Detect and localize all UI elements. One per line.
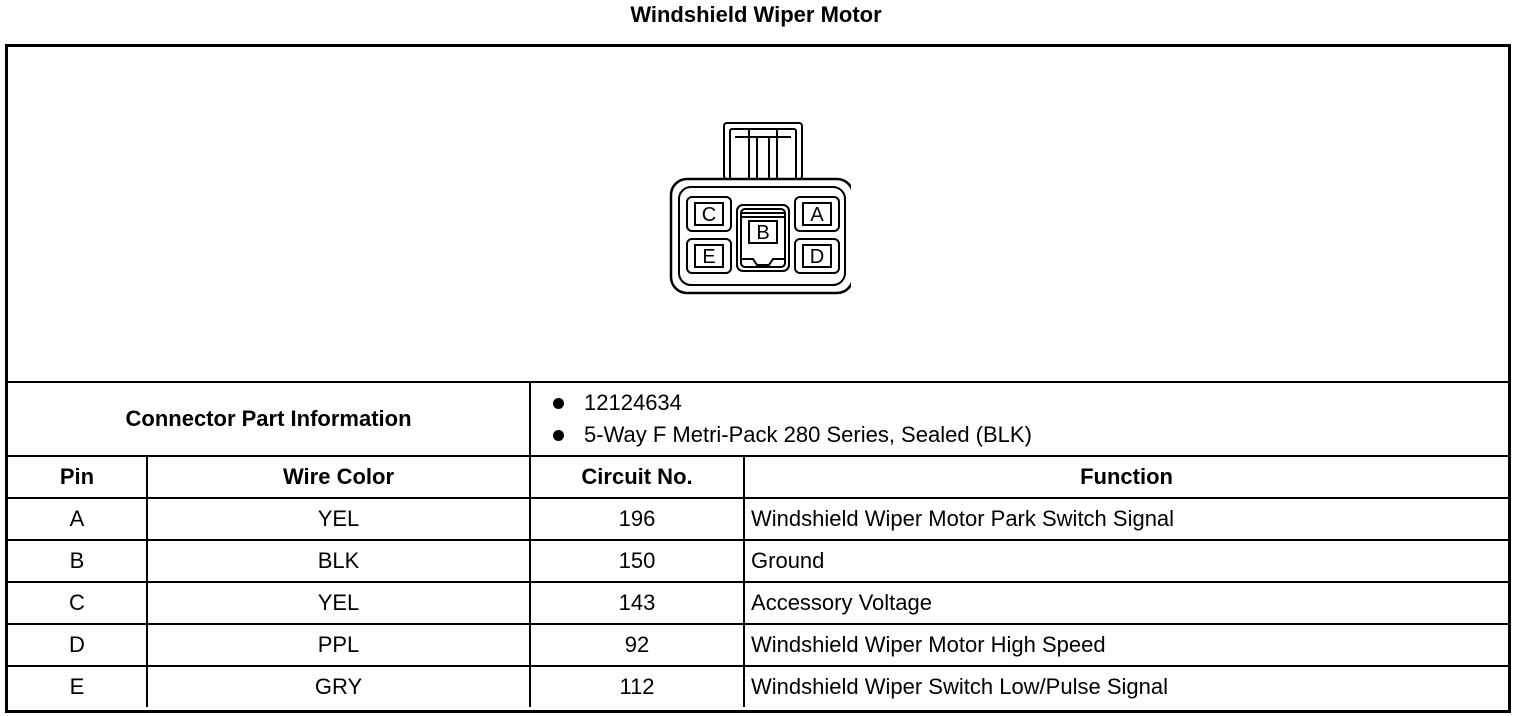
pin-table [8, 383, 1508, 707]
table-row [8, 540, 1508, 582]
pin-cell: E [8, 666, 147, 707]
col-header-pin: Pin [8, 456, 147, 498]
wire-color-cell: YEL [147, 498, 530, 540]
page-title: Windshield Wiper Motor [630, 2, 882, 27]
pin-label-b: B [756, 222, 770, 244]
col-header-wire-color: Wire Color [147, 456, 530, 498]
part-info-list [530, 383, 1508, 456]
bullet-icon [553, 398, 564, 409]
table-row [8, 498, 1508, 540]
connector-face-diagram [661, 121, 851, 301]
table-row [8, 582, 1508, 624]
table-row [8, 624, 1508, 666]
pin-label-a: A [810, 204, 824, 226]
circuit-cell: 150 [530, 540, 744, 582]
table-row [8, 666, 1508, 707]
col-header-circuit: Circuit No. [530, 456, 744, 498]
function-cell: Windshield Wiper Motor Park Switch Signal [744, 498, 1508, 540]
circuit-cell: 196 [530, 498, 744, 540]
wire-color-cell: PPL [147, 624, 530, 666]
pin-label-e: E [702, 246, 716, 268]
circuit-cell: 92 [530, 624, 744, 666]
pin-cell: D [8, 624, 147, 666]
wire-color-cell: GRY [147, 666, 530, 707]
connector-drawing-area [8, 47, 1508, 383]
bullet-icon [553, 430, 564, 441]
pin-label-c: C [701, 204, 717, 226]
pin-cell: A [8, 498, 147, 540]
table-header-row [8, 456, 1508, 498]
latch-outer [724, 123, 802, 179]
function-cell: Ground [744, 540, 1508, 582]
part-info-label: Connector Part Information [8, 383, 530, 456]
function-cell: Accessory Voltage [744, 582, 1508, 624]
wire-color-cell: BLK [147, 540, 530, 582]
pin-cell: C [8, 582, 147, 624]
pin-label-d: D [809, 246, 825, 268]
col-header-function: Function [744, 456, 1508, 498]
wire-color-cell: YEL [147, 582, 530, 624]
connector-sheet [5, 44, 1511, 713]
part-info-item: 12124634 [553, 387, 1508, 419]
part-info-row [8, 383, 1508, 456]
part-info-item: 5-Way F Metri-Pack 280 Series, Sealed (BLK) [553, 419, 1508, 451]
circuit-cell: 112 [530, 666, 744, 707]
pin-cell: B [8, 540, 147, 582]
function-cell: Windshield Wiper Switch Low/Pulse Signal [744, 666, 1508, 707]
circuit-cell: 143 [530, 582, 744, 624]
function-cell: Windshield Wiper Motor High Speed [744, 624, 1508, 666]
